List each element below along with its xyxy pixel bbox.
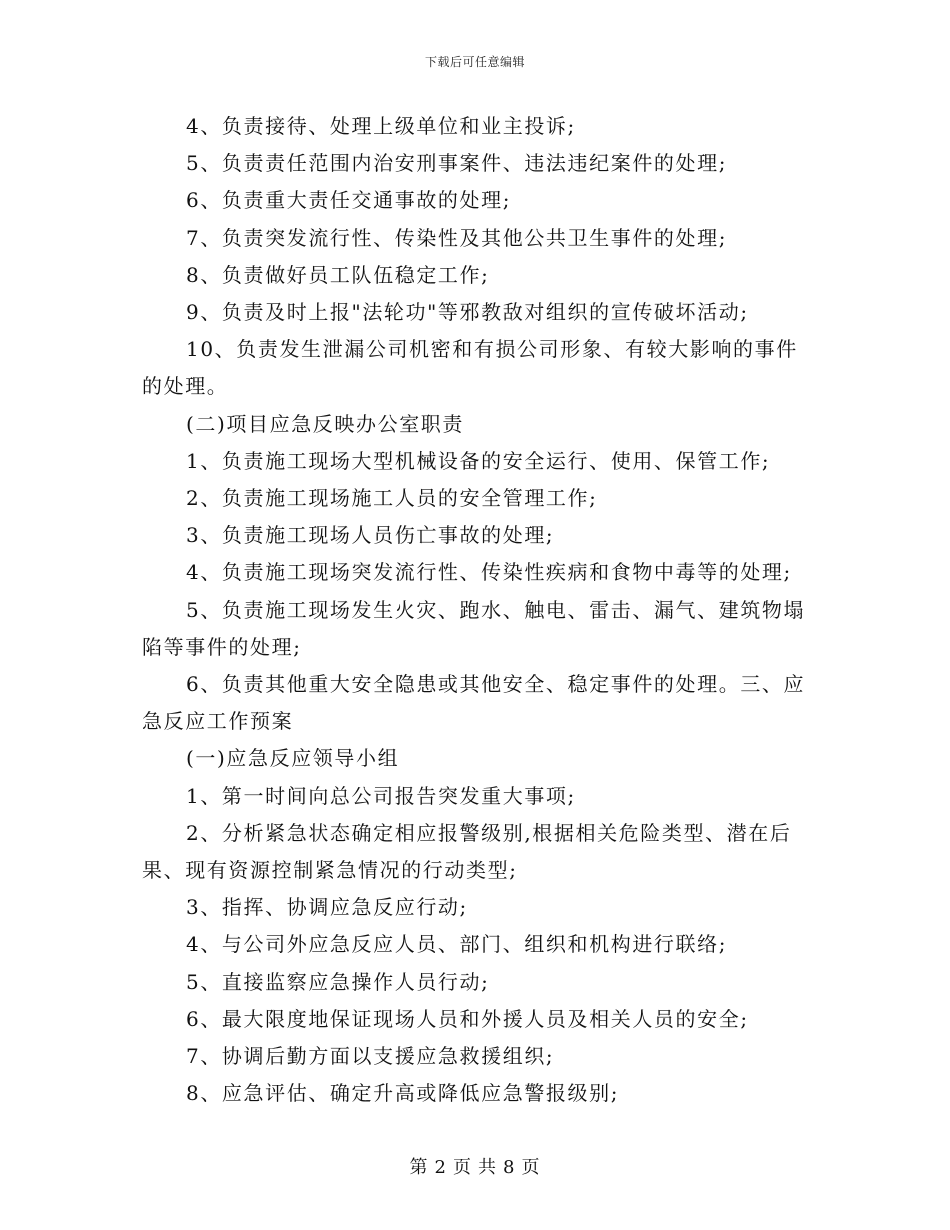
paragraph: 1、第一时间向总公司报告突发重大事项; <box>186 783 576 808</box>
paragraph: 5、负责责任范围内治安刑事案件、违法违纪案件的处理; <box>186 151 728 176</box>
paragraph: 6、负责其他重大安全隐患或其他安全、稳定事件的处理。三、应急反应工作预案 <box>142 672 806 734</box>
section-heading: (二)项目应急反映办公室职责 <box>186 411 465 436</box>
paragraph: 1、负责施工现场大型机械设备的安全运行、使用、保管工作; <box>186 448 771 473</box>
paragraph: 7、协调后勤方面以支援应急救援组织; <box>186 1044 555 1069</box>
section-heading: (一)应急反应领导小组 <box>186 746 400 771</box>
paragraph: 4、负责施工现场突发流行性、传染性疾病和食物中毒等的处理; <box>186 560 792 585</box>
page-header: 下载后可任意编辑 <box>424 55 525 69</box>
total-pages-number: 8 <box>503 1157 516 1178</box>
paragraph: 2、分析紧急状态确定相应报警级别,根据相关危险类型、潜在后果、现有资源控制紧急情况的行动类型; <box>142 820 792 883</box>
current-page-number: 2 <box>434 1157 447 1178</box>
paragraph: 4、负责接待、处理上级单位和业主投诉; <box>186 114 576 138</box>
page-label-mid: 页 <box>453 1157 472 1178</box>
page-footer <box>0 1153 950 1179</box>
paragraph: 7、负责突发流行性、传染性及其他公共卫生事件的处理; <box>186 225 728 250</box>
paragraph: 3、负责施工现场人员伤亡事故的处理; <box>186 523 555 548</box>
paragraph: 8、应急评估、确定升高或降低应急警报级别; <box>186 1081 620 1106</box>
paragraph: 5、负责施工现场发生火灾、跑水、触电、雷击、漏气、建筑物塌陷等事件的处理; <box>142 597 806 659</box>
paragraph: 6、负责重大责任交通事故的处理; <box>186 188 512 213</box>
paragraph: 6、最大限度地保证现场人员和外援人员及相关人员的安全; <box>186 1006 749 1031</box>
paragraph: 2、负责施工现场施工人员的安全管理工作; <box>186 486 598 511</box>
total-label: 共 <box>478 1157 497 1178</box>
paragraph: 10、负责发生泄漏公司机密和有损公司形象、有较大影响的事件的处理。 <box>142 337 798 399</box>
paragraph: 9、负责及时上报"法轮功"等邪教敌对组织的宣传破坏活动; <box>186 300 749 325</box>
paragraph: 5、直接监察应急操作人员行动; <box>186 969 490 994</box>
paragraph: 4、与公司外应急反应人员、部门、组织和机构进行联络; <box>186 932 728 957</box>
page-label-suffix: 页 <box>521 1157 541 1178</box>
document-body <box>142 108 807 1112</box>
paragraph: 3、指挥、协调应急反应行动; <box>186 895 468 920</box>
page-label-prefix: 第 <box>409 1157 429 1178</box>
paragraph: 8、负责做好员工队伍稳定工作; <box>186 262 490 287</box>
